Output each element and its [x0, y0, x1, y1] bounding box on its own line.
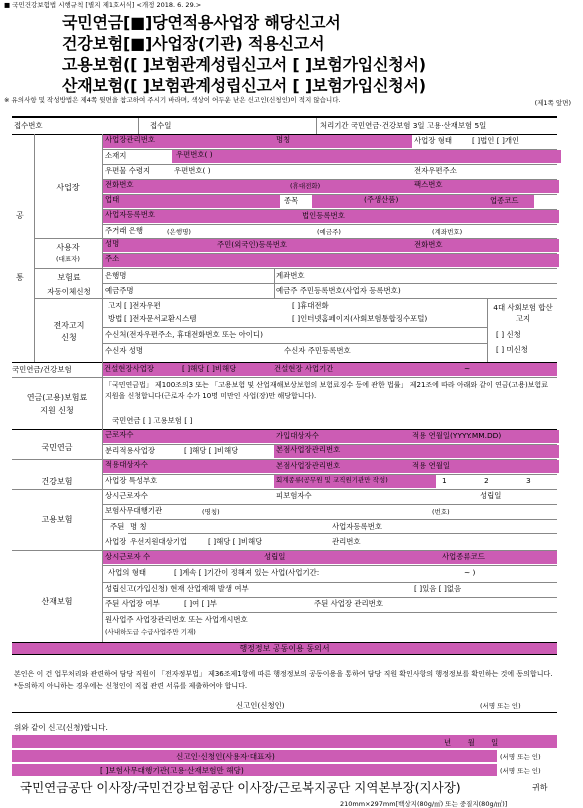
e-priority-label: 우선지원대상기업 [130, 537, 188, 546]
receipt-date-label: 접수일 [150, 121, 172, 130]
support-checkboxes[interactable]: 국민연금 [ ] 고용보험 [ ] [112, 416, 193, 425]
depositor-field[interactable]: (예금주) [317, 228, 341, 236]
apply-checkbox[interactable]: [ ] 신청 [496, 330, 521, 339]
employer-name-field[interactable]: 성명 [103, 239, 559, 252]
employer-phone-label: 전화번호 [414, 240, 443, 249]
holder-id-label: 예금주 주민등록번호(사업자 등록번호) [276, 286, 401, 295]
section-industrial: 산재보험 [41, 597, 73, 606]
instruction-note: ※ 유의사항 및 작성방법은 제4쪽 뒷면을 참고하여 주시기 바라며, 색상이 어두운 난은 신고인(신청인)이 적지 않습니다. [4, 96, 341, 104]
employer-id-label: 주민(외국인)등록번호 [217, 240, 288, 249]
reporter-sign[interactable]: (서명 또는 인) [500, 753, 541, 761]
title-employment: 고용보험([ ]보험관계성립신고서 [ ]보험가입신청서) [62, 55, 426, 74]
admin-consent-text: 본인은 이 건 업무처리와 관련하여 담당 직원이 「전자정부법」 제36조제1항에 따른 행정정보의 공동이용을 통하여 담당 직원 확인사항의 행정정보를 확인하는 것에 동의합니다. *동의하지 아니하는 경우에는 신청인이 직접 관련 서류를 제출하여야 합니다. [14, 670, 553, 690]
bank-account-label: 주거래 은행 [105, 226, 144, 235]
title-industrial: 산재보험([ ]보험관계성립신고서 [ ]보험가입신청서) [62, 76, 426, 95]
support-text: 「국민연금법」 제100조의3 또는 「고용보험 및 산업재해보상보험의 보험료징수 등에 관한 법률」 제21조에 따라 아래와 같이 연금(고용)보험료 지원을 신청합니다(근로자 수가 10명 미만인 사업(장)만 해당합니다). [105, 381, 548, 400]
e-main-name-label: 명 칭 [130, 522, 147, 531]
processing-period: 처리기간 국민연금·건강보험 3일 고용·산재보험 5일 [320, 121, 487, 130]
section-employer: 사용자 [56, 243, 80, 252]
date-fields[interactable]: 년 월 일 [444, 738, 499, 747]
holder-label: 예금주명 [105, 286, 134, 295]
i-contract-note: (사내하도급 수급사업주만 기재) [105, 628, 196, 636]
account-no-field[interactable]: (계좌번호) [432, 228, 463, 236]
i-period-checkbox[interactable]: [ ]계속 [ ]기간이 정해져 있는 사업(사업기간: [174, 568, 320, 577]
e-workers-label: 상시근로자수 [105, 491, 148, 500]
i-accident-label: 성립신고(가입신청) 현재 산업재해 발생 여부 [105, 584, 249, 593]
e-agency-label: 보험사무대행기관 [105, 506, 163, 515]
form-body [12, 134, 557, 655]
recipient-suffix: 귀하 [532, 783, 548, 792]
h-date-label: 적용 연월일 [412, 461, 451, 470]
email-label: 전자우편주소 [414, 166, 457, 175]
item-field[interactable]: (주생산품) [312, 195, 534, 208]
i-code-label: 사업종류코드 [442, 552, 485, 561]
page-mark: (제1쪽 앞면) [534, 99, 571, 107]
bank-name-label: 은행명 [105, 271, 127, 280]
agency-checkbox[interactable]: [ ]보험사무대행기관(고용·산재보험만 해당) [100, 766, 244, 775]
section-support: 연금(고용)보험료 [26, 393, 88, 402]
name-field[interactable]: 명칭 [274, 135, 412, 148]
fax-field[interactable]: 팩스번호 [412, 180, 559, 193]
reporter-label: 신고인·신청인(사용자·대표자) [176, 752, 275, 761]
address-field[interactable]: 우편번호( ) [172, 150, 561, 163]
employer-addr-field[interactable]: 주소 [103, 254, 559, 267]
title-health: 건강보험[■]사업장(기관) 적용신고서 [62, 34, 325, 53]
e-main-label: 주된 [110, 522, 125, 531]
mail-addr-label: 우편물 수령지 [105, 166, 151, 175]
bank-field[interactable]: (은행명) [167, 228, 191, 236]
h-subjects-field[interactable]: 적용대상자수 [103, 460, 559, 473]
main-mgmt-field[interactable]: 본점사업장관리번호 [274, 445, 559, 458]
e-agency-name[interactable]: (명칭) [202, 508, 220, 516]
notice-label: 고지 [108, 301, 123, 310]
i-main-mgmt-label: 주된 사업장 관리번호 [314, 599, 383, 608]
i-contract-label: 원사업주 사업장관리번호 또는 사업개시번호 [105, 615, 248, 624]
construction-checkbox[interactable]: [ ]해당 [ ]비해당 [182, 364, 237, 373]
const-tilde: ~ [464, 364, 471, 373]
section-gong: 공 [16, 211, 24, 220]
i-main-label: 주된 사업장 여부 [105, 599, 160, 608]
e-biz-no-label: 사업자등록번호 [332, 522, 382, 531]
phone-field[interactable]: 전화번호 [103, 180, 413, 193]
subscribers-label: 가입대상자수 [276, 431, 319, 440]
section-tong: 통 [16, 273, 24, 282]
e-priority-checkbox[interactable]: [ ]해당 [ ]비해당 [208, 537, 263, 546]
biz-reg-field[interactable]: 사업자등록번호 [103, 210, 559, 223]
receipt-row [12, 116, 557, 135]
section-employment: 고용보험 [41, 515, 73, 524]
method-label: 방법 [108, 314, 123, 323]
h-main-label: 본점사업장관리번호 [276, 461, 341, 470]
notice-mobile-checkbox[interactable]: [ ]휴대전화 [292, 301, 329, 310]
const-period-label: 건설현장 사업기간 [274, 364, 334, 373]
e-start-label: 성립일 [480, 491, 502, 500]
h-acct-field[interactable]: 회계종류(공무원 및 교직원기관만 작성) [274, 475, 436, 488]
industry-code-label: 업종코드 [490, 196, 519, 205]
item-label: 종목 [284, 196, 299, 205]
h-opt-1[interactable]: 1 [442, 476, 447, 485]
industry-field[interactable]: 업태 [103, 195, 280, 208]
section-pension: 국민연금 [41, 443, 73, 452]
address-label: 소재지 [105, 151, 127, 160]
branch-checkbox[interactable]: [ ]해당 [ ]비해당 [184, 446, 239, 455]
e-mgmt-label: 관리번호 [332, 537, 361, 546]
i-main-checkbox[interactable]: [ ]여 [ ]부 [184, 599, 217, 608]
recipient-agencies: 국민연금공단 이사장/국민건강보험공단 이사장/근로복지공단 지역본부장(지사장) [20, 780, 461, 795]
section-admin-info: 행정정보 공동이용 동의서 [239, 644, 330, 653]
admin-sign-label: 신고인(신청인) [236, 701, 285, 710]
mobile-label: (휴대전화) [290, 182, 321, 190]
notice-web-checkbox[interactable]: [ ]인터넷홈페이지(사회보험통합징수포털) [292, 314, 428, 323]
corp-checkbox[interactable]: [ ]법인 [ ]개인 [472, 136, 520, 145]
form-reference-note: ■ 국민건강보험법 시행규칙 [별지 제1호서식] <개정 2018. 6. 29.> [4, 1, 202, 9]
i-start-label: 성립일 [264, 552, 286, 561]
h-type-label: 사업장 특성부호 [105, 476, 158, 485]
section-pension-health: 국민연금/건강보험 [12, 365, 72, 374]
e-insured-label: 피보험자수 [276, 491, 312, 500]
section-auto-transfer: 자동이체신청 [47, 287, 91, 296]
notice-email-checkbox[interactable]: [ ]전자우편 [124, 301, 161, 310]
corp-reg-label: 법인등록번호 [302, 211, 345, 220]
biz-form-label: 사업장 형태 [414, 136, 453, 145]
h-opt-3[interactable]: 3 [526, 476, 531, 485]
admin-sign-note[interactable]: (서명 또는 인) [480, 702, 521, 710]
workers-field[interactable]: 근로자수 [103, 430, 559, 443]
notice-edi-checkbox[interactable]: [ ]전자문서교환시스템 [124, 314, 197, 323]
receiver-name-label: 수신자 성명 [105, 346, 144, 355]
title-pension: 국민연금[■]당연적용사업장 해당신고서 [62, 13, 341, 32]
i-tilde: ~ ) [464, 568, 476, 577]
acct-no-label: 계좌번호 [276, 271, 305, 280]
section-employer-sub: (대표자) [56, 255, 80, 263]
receiver-label: 수신처(전자우편주소, 휴대전화번호 또는 아이디) [105, 330, 263, 339]
paper-spec: 210mm×297mm[백상지(80g/㎡) 또는 중질지(80g/㎡)] [340, 800, 508, 808]
section-premium: 보험료 [57, 273, 81, 282]
i-period-label: 사업의 형태 [108, 568, 147, 577]
receipt-no-label: 접수번호 [14, 121, 43, 130]
e-biz-label: 사업장 [105, 537, 127, 546]
section-support-2: 지원 신청 [40, 406, 74, 415]
mgmt-no-field[interactable]: 사업장관리번호 [103, 135, 275, 148]
section-health: 건강보험 [41, 477, 73, 486]
apply-date-label: 적용 연월일(YYYY.MM.DD) [412, 431, 502, 440]
section-workplace: 사업장 [56, 183, 80, 192]
agency-sign[interactable]: (서명 또는 인) [500, 767, 541, 775]
section-e-notice-2: 신청 [61, 333, 77, 342]
construction-label: 건설현장사업장 [104, 364, 154, 373]
i-workers-label: 상시근로자 수 [105, 552, 151, 561]
receiver-id-label: 수신자 주민등록번호 [284, 346, 351, 355]
postal2-field[interactable]: 우편번호( ) [174, 166, 211, 175]
not-apply-checkbox[interactable]: [ ] 미신청 [496, 345, 528, 354]
e-agency-no[interactable]: (번호) [432, 508, 450, 516]
h-opt-2[interactable]: 2 [484, 476, 489, 485]
branch-label: 분리적용사업장 [105, 446, 155, 455]
four-insurance-label: 4대 사회보험 합산고지 [493, 303, 553, 323]
declaration-text: 위와 같이 신고(신청)합니다. [14, 723, 108, 732]
section-e-notice: 전자고지 [53, 321, 85, 330]
i-accident-checkbox[interactable]: [ ]있음 [ ]없음 [414, 584, 462, 593]
